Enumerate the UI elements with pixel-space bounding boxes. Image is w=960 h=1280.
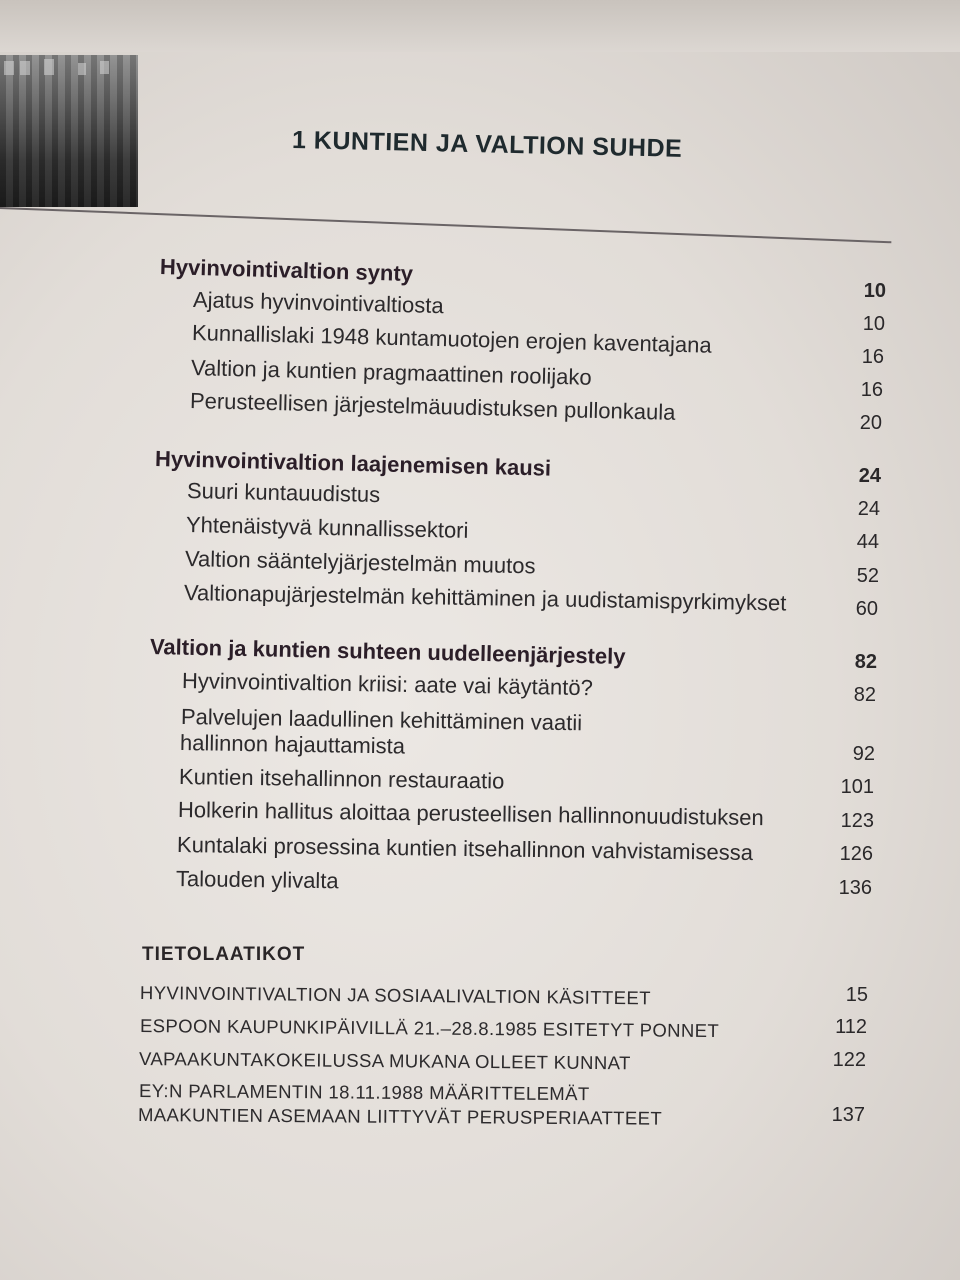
toc-entry: Palvelujen laadullinen kehittäminen vaatii: [180, 704, 583, 736]
info-boxes-title: TIETOLAATIKOT: [142, 944, 306, 965]
info-box-page-number: 15: [845, 984, 868, 1006]
section-title: Hyvinvointivaltion laajenemisen kausi: [154, 446, 552, 481]
entry-page-number: 123: [840, 810, 874, 832]
toc-entry-continued: hallinnon hajauttamista: [179, 730, 406, 759]
toc-entry: Talouden ylivalta: [175, 866, 339, 894]
toc-entry: Holkerin hallitus aloittaa perusteellisen hallinnonuudistuksen: [177, 797, 764, 831]
section-title: Valtion ja kuntien suhteen uudelleenjärjestely: [149, 634, 626, 669]
toc-entry: Hyvinvointivaltion kriisi: aate vai käytäntö?: [181, 668, 594, 701]
entry-page-number: 44: [856, 531, 879, 553]
toc-entry: Valtion ja kuntien pragmaattinen roolijako: [190, 355, 592, 390]
entry-page-number: 60: [855, 598, 878, 620]
info-box-entry-continued: MAAKUNTIEN ASEMAAN LIITTYVÄT PERUSPERIAATTEET: [137, 1104, 663, 1129]
chapter-title: 1 KUNTIEN JA VALTION SUHDE: [291, 126, 683, 163]
toc-entry: Perusteellisen järjestelmäuudistuksen pullonkaula: [189, 388, 676, 425]
info-box-entry: EY:N PARLAMENTIN 18.11.1988 MÄÄRITTELEMÄT: [138, 1080, 590, 1105]
toc-entry: Valtionapujärjestelmän kehittäminen ja uudistamispyrkimykset: [183, 580, 787, 616]
toc-entry: Yhtenäistyvä kunnallissektori: [185, 512, 469, 543]
info-box-entry: VAPAAKUNTAKOKEILUSSA MUKANA OLLEET KUNNAT: [138, 1048, 631, 1074]
entry-page-number: 52: [856, 565, 879, 587]
info-box-page-number: 137: [831, 1104, 865, 1126]
toc-entry: Valtion sääntelyjärjestelmän muutos: [184, 546, 536, 579]
section-page-number: 10: [863, 280, 886, 302]
info-box-page-number: 112: [835, 1016, 867, 1038]
entry-page-number: 10: [862, 313, 885, 335]
info-box-entry: ESPOON KAUPUNKIPÄIVILLÄ 21.–28.8.1985 ESITETYT PONNET: [139, 1015, 720, 1042]
entry-page-number: 16: [860, 379, 883, 401]
entry-page-number: 16: [861, 346, 884, 368]
toc-entry: Suuri kuntauudistus: [186, 478, 381, 508]
entry-page-number: 101: [840, 776, 874, 798]
section-page-number: 24: [858, 465, 881, 487]
toc-entry: Kuntalaki prosessina kuntien itsehallinnon vahvistamisessa: [176, 832, 754, 866]
entry-page-number: 20: [859, 412, 882, 434]
entry-page-number: 126: [839, 843, 873, 865]
section-title: Hyvinvointivaltion synty: [159, 254, 414, 287]
section-page-number: 82: [854, 651, 877, 673]
entry-page-number: 136: [838, 877, 872, 899]
info-box-page-number: 122: [832, 1049, 866, 1071]
entry-page-number: 24: [857, 498, 880, 520]
info-box-entry: HYVINVOINTIVALTION JA SOSIAALIVALTION KÄSITTEET: [139, 982, 651, 1009]
toc-entry: Kuntien itsehallinnon restauraatio: [178, 764, 505, 794]
toc-entry: Ajatus hyvinvointivaltiosta: [192, 287, 444, 319]
entry-page-number: 82: [853, 684, 876, 706]
toc-entry: Kunnallislaki 1948 kuntamuotojen erojen kaventajana: [191, 320, 712, 358]
entry-page-number: 92: [852, 743, 875, 765]
